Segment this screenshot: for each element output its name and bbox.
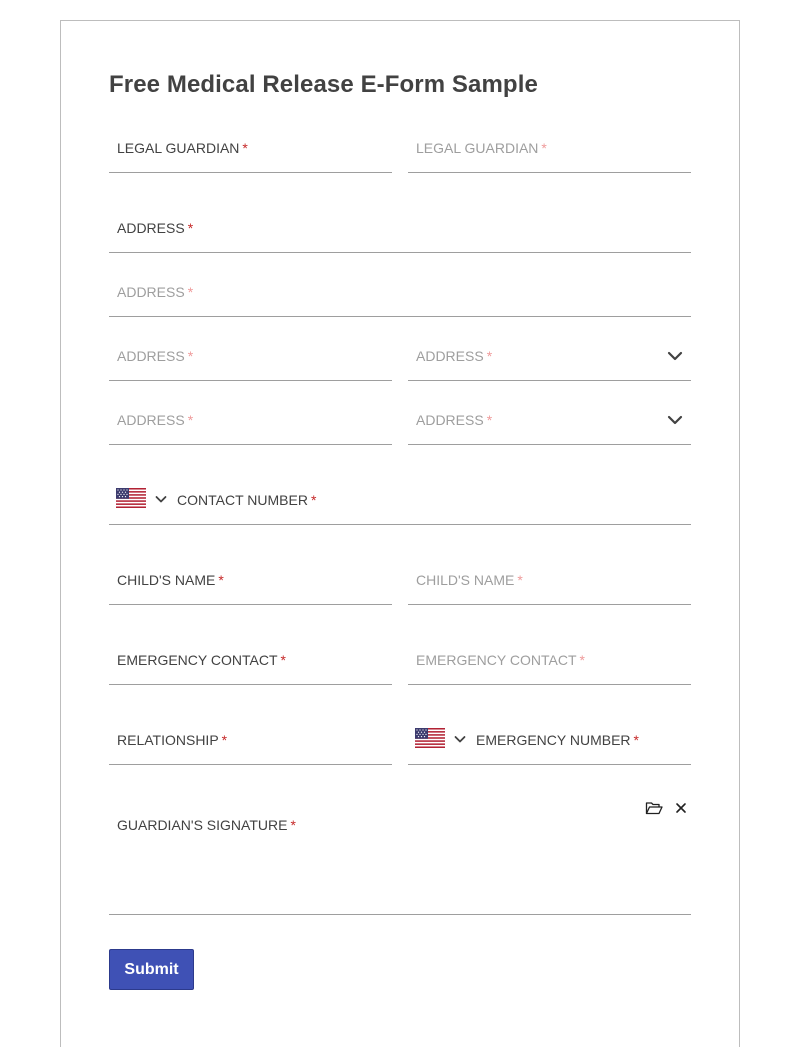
required-mark: * [486,412,493,428]
us-flag-icon[interactable] [415,728,445,748]
form-title: Free Medical Release E-Form Sample [109,71,538,98]
required-mark: * [221,732,228,748]
required-mark: * [242,140,248,156]
address-city-field[interactable] [109,329,392,381]
chevron-down-icon[interactable] [667,350,683,362]
address-country-placeholder: ADDRESS * [416,412,493,428]
address-city-placeholder: ADDRESS * [117,348,194,364]
required-mark: * [579,652,585,668]
emergency-number-field[interactable] [408,713,691,765]
required-mark: * [310,492,317,508]
address-line1-label: ADDRESS * [117,220,194,236]
guardian-signature-pad[interactable] [109,785,691,915]
required-mark: * [187,412,194,428]
guardian-first-name-label: LEGAL GUARDIAN * [117,140,248,156]
address-zip-field[interactable] [109,393,392,445]
child-first-name-field[interactable] [109,553,392,605]
chevron-down-icon[interactable] [454,735,466,744]
address-line1-field[interactable] [109,201,691,253]
address-state-placeholder: ADDRESS * [416,348,493,364]
guardian-last-name-field[interactable] [408,121,691,173]
required-mark: * [517,572,523,588]
form-card [60,20,740,1047]
child-first-name-label: CHILD'S NAME * [117,572,224,588]
us-flag-icon[interactable] [116,488,146,508]
child-last-name-field[interactable] [408,553,691,605]
chevron-down-icon[interactable] [667,414,683,426]
emergency-contact-first-label: EMERGENCY CONTACT * [117,652,286,668]
child-last-name-placeholder: CHILD'S NAME * [416,572,523,588]
address-zip-placeholder: ADDRESS * [117,412,194,428]
folder-open-icon[interactable] [645,801,663,815]
required-mark: * [633,732,639,748]
contact-number-field[interactable] [109,473,691,525]
relationship-field[interactable] [109,713,392,765]
required-mark: * [218,572,224,588]
chevron-down-icon[interactable] [155,495,167,504]
required-mark: * [290,817,296,833]
required-mark: * [187,220,194,236]
close-icon[interactable] [675,802,687,814]
required-mark: * [280,652,286,668]
signature-tools [645,801,687,815]
emergency-number-label: EMERGENCY NUMBER * [476,732,639,748]
guardian-signature-label: GUARDIAN'S SIGNATURE * [117,817,296,833]
emergency-contact-last-placeholder: EMERGENCY CONTACT * [416,652,585,668]
emergency-contact-first-field[interactable] [109,633,392,685]
required-mark: * [541,140,547,156]
address-country-select[interactable] [408,393,691,445]
guardian-first-name-field[interactable] [109,121,392,173]
emergency-contact-last-field[interactable] [408,633,691,685]
relationship-label: RELATIONSHIP * [117,732,228,748]
address-state-select[interactable] [408,329,691,381]
address-line2-placeholder: ADDRESS * [117,284,194,300]
contact-number-label: CONTACT NUMBER * [177,492,317,508]
address-line2-field[interactable] [109,265,691,317]
guardian-last-name-placeholder: LEGAL GUARDIAN * [416,140,547,156]
submit-button[interactable]: Submit [109,949,194,990]
required-mark: * [187,284,194,300]
required-mark: * [486,348,493,364]
required-mark: * [187,348,194,364]
